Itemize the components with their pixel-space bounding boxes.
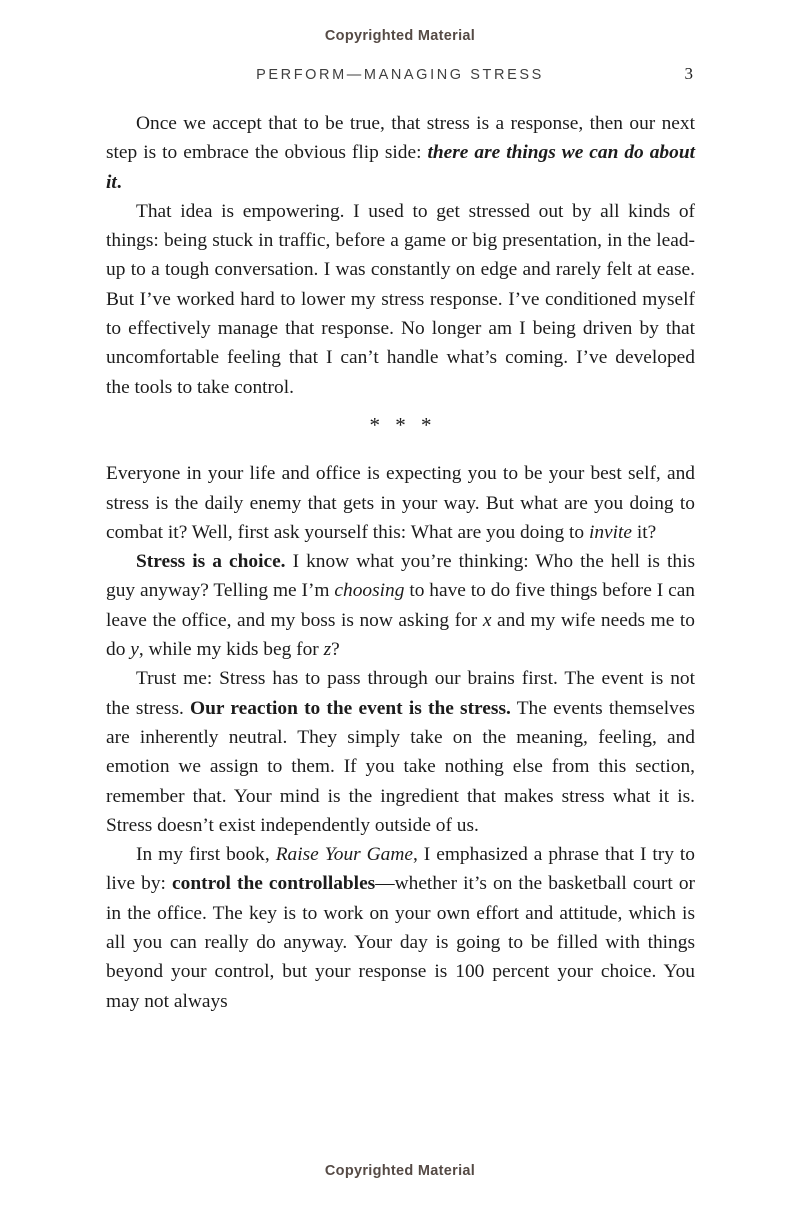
paragraph	[106, 664, 695, 840]
page-number: 3	[684, 64, 693, 83]
text-run: invite	[588, 521, 633, 543]
paragraph	[106, 197, 695, 402]
text-run: In my first book,	[136, 844, 276, 866]
text-run: —whether it’s on the basketball court or in the office. The key is to work on your own effort and attitude, which is all you can really do anyway. Your day is going to be filled with things beyond your control, but your response is 100 percent your choice. You may not always	[106, 873, 695, 1012]
paragraph	[106, 840, 695, 1016]
copyright-notice-top: Copyrighted Material	[324, 28, 476, 44]
text-run: I know what you’re thinking: Who the hell is this guy anyway? Telling me I’m	[106, 551, 696, 602]
section-separator: * * *	[369, 412, 432, 437]
paragraph	[106, 459, 695, 547]
text-run: Once we accept that to be true, that stress is a response, then our next step is to embrace the obvious flip side:	[106, 113, 695, 164]
text-run: Everyone in your life and office is expecting you to be your best self, and stress is the daily enemy that gets in your way. But what are you doing to combat it? Well, first ask yourself this: What are you doing to	[106, 463, 695, 543]
text-run: there are things we can do about it	[106, 142, 695, 193]
text-run: ?	[331, 639, 340, 661]
text-run: y	[130, 639, 139, 661]
text-run: choosing	[334, 580, 405, 602]
paragraph	[106, 547, 695, 664]
text-run: The events themselves are inherently neutral. They simply take on the meaning, feeling, and emotion we assign to them. If you take nothing else from this section, remember that. Your mind is the ingredient that makes stress what it is. Stress doesn’t exist independently outside of us.	[106, 697, 695, 836]
text-run: it?	[632, 521, 657, 543]
text-run: to have to do five things before I can leave the office, and my boss is now asking for	[106, 580, 695, 631]
copyright-notice-bottom: Copyrighted Material	[324, 1163, 476, 1179]
text-run: Trust me: Stress has to pass through our brains first. The event is not the stress.	[106, 668, 695, 719]
text-run: x	[482, 609, 492, 631]
text-run: That idea is empowering. I used to get stressed out by all kinds of things: being stuck in traffic, before a game or big presentation, in the lead-up to a tough conversation. I was constantly on edge and rarely felt at ease. But I’ve worked hard to lower my stress response. I’ve conditioned myself to effectively manage that response. No longer am I being driven by that uncomfortable feeling that I can’t handle what’s coming. I’ve developed the tools to take control.	[106, 200, 695, 398]
text-run: Raise Your Game	[275, 844, 413, 866]
text-run: .	[116, 171, 122, 193]
chapter-title: PERFORM—MANAGING STRESS	[256, 67, 544, 83]
text-run: and my wife needs me to do	[106, 609, 695, 661]
text-run: , I emphasized a phrase that I try to live by:	[106, 844, 695, 895]
text-run: control the controllables	[172, 873, 376, 895]
page-body	[106, 109, 695, 1016]
text-run: z	[323, 639, 332, 661]
text-run: Our reaction to the event is the stress.	[190, 697, 511, 719]
text-run: Stress is a choice.	[136, 551, 286, 573]
paragraph	[106, 109, 695, 197]
running-header	[105, 66, 695, 84]
text-run: , while my kids beg for	[138, 639, 324, 661]
